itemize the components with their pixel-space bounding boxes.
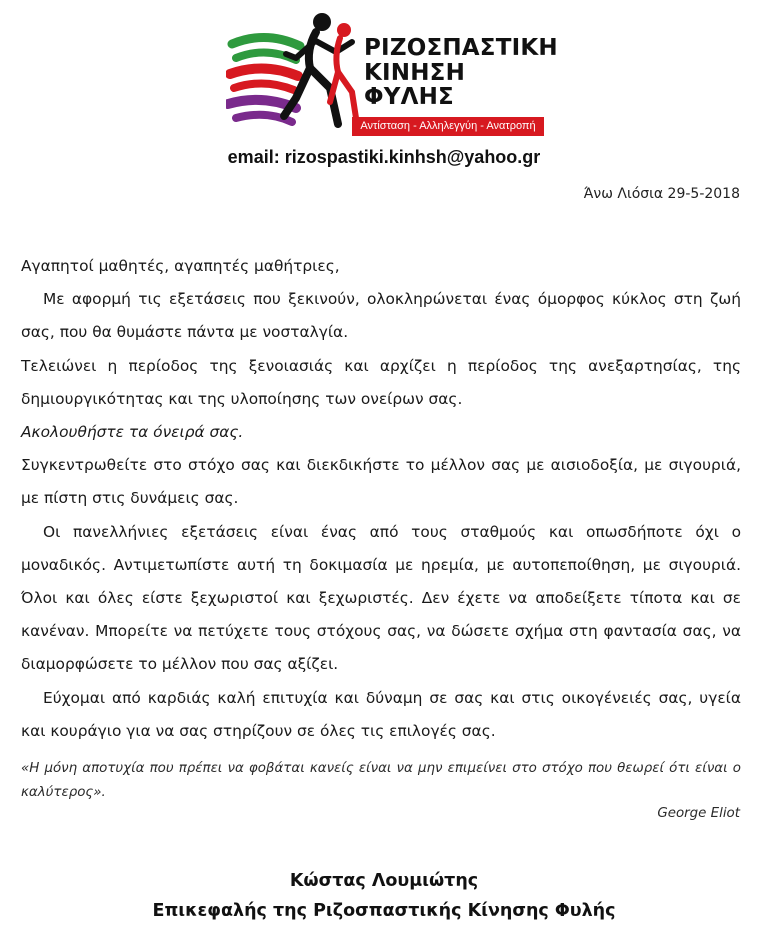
letter-paragraph: Με αφορμή τις εξετάσεις που ξεκινούν, ολοκληρώνεται ένας όμορφος κύκλος στη ζωή σας, που θα θυμάστε πάντα με νοσταλγία.	[21, 290, 741, 342]
logo-title-line: ΦΥΛΗΣ	[364, 84, 454, 110]
letter-paragraph: Οι πανελλήνιες εξετάσεις είναι ένας από τους σταθμούς και οπωσδήποτε όχι ο μοναδικός. Αντιμετωπίστε αυτή τη δοκιμασία με ηρεμία, με αυτοπεποίθηση, με σιγουριά. Όλοι και όλες είστε ξεχωριστοί και ξεχωριστές. Δεν έχετε να αποδείξετε τίποτα και σε κανέναν. Μπορείτε να πετύχετε τους στόχους σας, να δώσετε σχήμα στη φαντασία σας, να διαμορφώσετε το μέλλον που σας αξίζει.	[21, 522, 741, 674]
signature-name: Κώστας Λουμιώτης	[289, 871, 479, 891]
logo-title	[364, 36, 558, 110]
quote-author: George Eliot	[657, 806, 740, 821]
quote-text: «Η μόνη αποτυχία που πρέπει να φοβάται κανείς είναι να μην επιμείνει στο στόχο που θεωρεί ότι είναι ο καλύτερος».	[21, 761, 741, 800]
logo-title-line: ΡΙΖΟΣΠΑΣΤΙΚΗ	[364, 35, 558, 61]
letter-greeting: Αγαπητοί μαθητές, αγαπητές μαθήτριες,	[21, 257, 340, 275]
contact-email: email: rizospastiki.kinhsh@yahoo.gr	[227, 147, 541, 167]
letter-paragraph: Εύχομαι από καρδιάς καλή επιτυχία και δύναμη σε σας και στις οικογένειές σας, υγεία και κουράγιο για να σας στηρίζουν σε όλες τις επιλογές σας.	[21, 688, 741, 740]
letter-paragraph: Συγκεντρωθείτε στο στόχο σας και διεκδικήστε το μέλλον σας με αισιοδοξία, με σιγουριά, με πίστη στις δυνάμεις σας.	[21, 456, 741, 508]
logo-tagline: Αντίσταση - Αλληλεγγύη - Ανατροπή	[352, 117, 544, 136]
runner-figure-logo-icon	[226, 6, 366, 142]
organization-logo	[226, 6, 558, 146]
letter-paragraph: Τελειώνει η περίοδος της ξενοιασιάς και αρχίζει η περίοδος της ανεξαρτησίας, της δημιουργικότητας και της υλοποίησης των ονείρων σας.	[21, 356, 741, 408]
signature-title: Επικεφαλής της Ριζοσπαστικής Κίνησης Φυλής	[152, 901, 616, 921]
letter-paragraph-italic: Ακολουθήστε τα όνειρά σας.	[21, 423, 244, 442]
logo-title-line: ΚΙΝΗΣΗ	[364, 59, 466, 86]
letter-body	[21, 250, 741, 748]
letter-date: Άνω Λιόσια 29-5-2018	[583, 186, 740, 202]
